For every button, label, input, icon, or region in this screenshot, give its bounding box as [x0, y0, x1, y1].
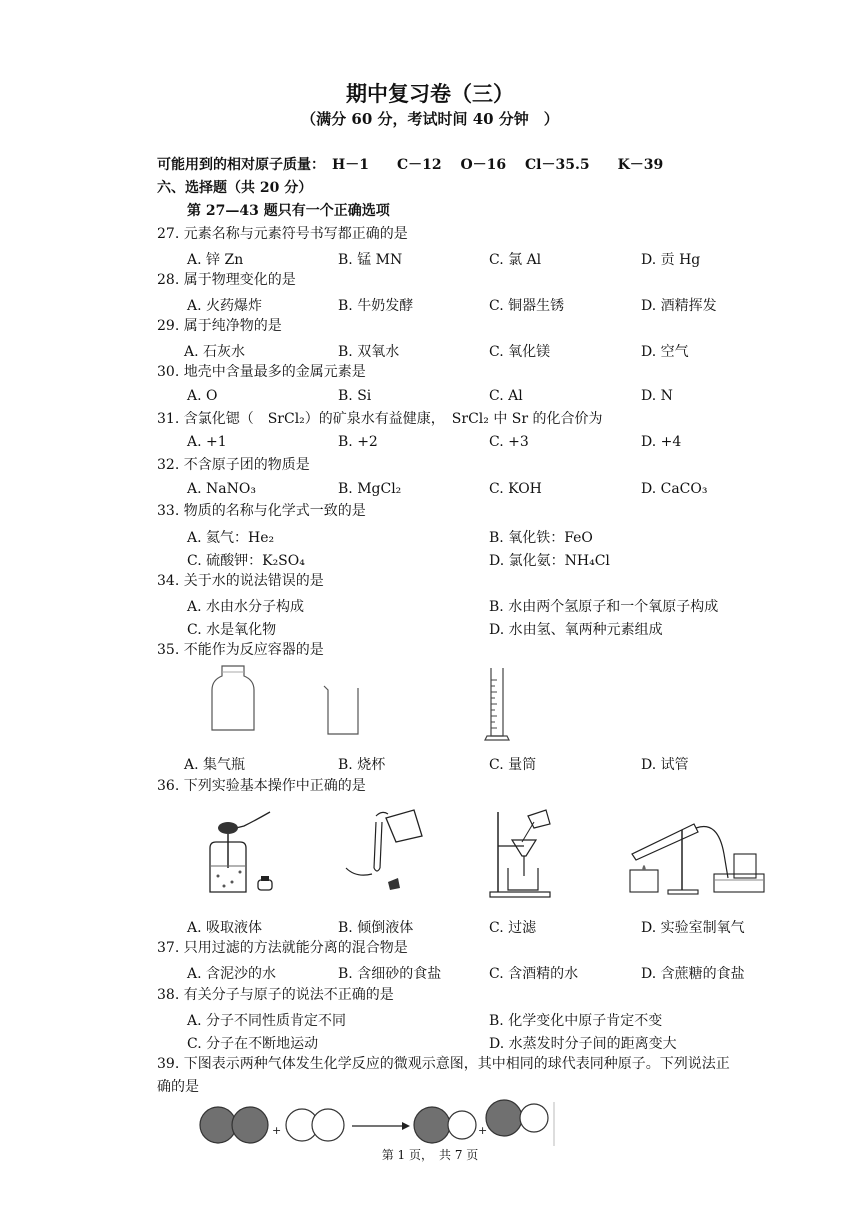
option-c: C. 氯 Al [489, 252, 542, 268]
option-a: A. 火药爆炸 [187, 298, 263, 314]
option-a: A. 石灰水 [184, 344, 246, 360]
option-d: D. 贡 Hg [641, 252, 701, 268]
beaker-illustration [322, 684, 362, 738]
option-d: D. 实验室制氧气 [641, 920, 745, 936]
question-stem: 33. 物质的名称与化学式一致的是 [157, 503, 366, 519]
option-b: B. 水由两个氢原子和一个氧原子构成 [489, 599, 719, 615]
option-d: D. 空气 [641, 344, 689, 360]
atomic-masses: 可能用到的相对原子质量： H－1 C－12 O－16 Cl－35.5 K－39 [157, 157, 664, 173]
question-stem: 29. 属于纯净物的是 [157, 318, 282, 334]
option-b: B. 倾倒液体 [338, 920, 414, 936]
option-b: B. MgCl₂ [338, 481, 402, 497]
option-d: D. +4 [641, 434, 682, 450]
option-c: C. 铜器生锈 [489, 298, 565, 314]
option-b: B. +2 [338, 434, 378, 450]
option-d: D. 酒精挥发 [641, 298, 717, 314]
option-c: C. 分子在不断地运动 [187, 1036, 319, 1052]
question-stem: 36. 下列实验基本操作中正确的是 [157, 778, 366, 794]
option-c: C. 量筒 [489, 757, 537, 773]
option-b: B. 含细砂的食盐 [338, 966, 442, 982]
measuring-cylinder-illustration [482, 666, 512, 744]
option-b: B. 氧化铁：FeO [489, 530, 593, 546]
question-stem: 34. 关于水的说法错误的是 [157, 573, 324, 589]
question-stem: 39. 下图表示两种气体发生化学反应的微观示意图，其中相同的球代表同种原子。下列说法正 [157, 1056, 730, 1072]
option-c: C. KOH [489, 481, 542, 497]
reaction-diagram [196, 1100, 560, 1148]
question-stem: 35. 不能作为反应容器的是 [157, 642, 324, 658]
option-d: D. 水由氢、氧两种元素组成 [489, 622, 663, 638]
option-d: D. N [641, 388, 673, 404]
option-a: A. 集气瓶 [184, 757, 246, 773]
option-d: D. 含蔗糖的食盐 [641, 966, 745, 982]
option-a: A. 吸取液体 [187, 920, 263, 936]
question-stem: 31. 含氯化锶（ SrCl₂）的矿泉水有益健康， SrCl₂ 中 Sr 的化合价为 [157, 411, 603, 427]
question-stem: 27. 元素名称与元素符号书写都正确的是 [157, 226, 408, 242]
option-d: D. 水蒸发时分子间的距离变大 [489, 1036, 677, 1052]
option-c: C. 硫酸钾：K₂SO₄ [187, 553, 305, 569]
oxygen-setup-illustration [628, 814, 768, 896]
option-c: C. 氧化镁 [489, 344, 551, 360]
question-stem-continued: 确的是 [157, 1079, 199, 1095]
page-title: 期中复习卷（三） [346, 81, 514, 106]
pouring-illustration [342, 808, 432, 898]
option-b: B. 烧杯 [338, 757, 386, 773]
option-c: C. +3 [489, 434, 529, 450]
option-d: D. CaCO₃ [641, 481, 708, 497]
option-a: A. 水由水分子构成 [187, 599, 305, 615]
option-c: C. 过滤 [489, 920, 537, 936]
section-heading: 六、选择题（共 20 分） [157, 180, 313, 196]
option-d: D. 试管 [641, 757, 689, 773]
option-c: C. 水是氧化物 [187, 622, 277, 638]
question-stem: 28. 属于物理变化的是 [157, 272, 296, 288]
question-stem: 30. 地壳中含量最多的金属元素是 [157, 364, 366, 380]
option-a: A. NaNO₃ [187, 481, 256, 497]
option-c: C. Al [489, 388, 523, 404]
question-stem: 37. 只用过滤的方法就能分离的混合物是 [157, 940, 408, 956]
option-a: A. 分子不同性质肯定不同 [187, 1013, 347, 1029]
svg-text:+: + [272, 1124, 282, 1137]
option-a: A. 锌 Zn [187, 252, 244, 268]
option-a: A. 氦气：He₂ [187, 530, 275, 546]
svg-text:+: + [478, 1124, 488, 1137]
question-stem: 32. 不含原子团的物质是 [157, 457, 310, 473]
option-a: A. 含泥沙的水 [187, 966, 277, 982]
option-c: C. 含酒精的水 [489, 966, 579, 982]
section-note: 第 27—43 题只有一个正确选项 [187, 203, 390, 219]
page-subtitle: （满分 60 分，考试时间 40 分钟 ） [301, 110, 559, 128]
question-stem: 38. 有关分子与原子的说法不正确的是 [157, 987, 394, 1003]
option-d: D. 氯化氨：NH₄Cl [489, 553, 610, 569]
option-b: B. 锰 MN [338, 252, 403, 268]
dropper-illustration [200, 806, 290, 898]
option-a: A. O [187, 388, 218, 404]
gas-bottle-illustration [210, 664, 256, 734]
page-footer: 第 1 页， 共 7 页 [381, 1148, 479, 1162]
filtration-illustration [488, 804, 558, 900]
option-b: B. 化学变化中原子肯定不变 [489, 1013, 663, 1029]
option-b: B. 牛奶发酵 [338, 298, 414, 314]
option-b: B. 双氧水 [338, 344, 400, 360]
option-a: A. +1 [187, 434, 227, 450]
option-b: B. Si [338, 388, 372, 404]
